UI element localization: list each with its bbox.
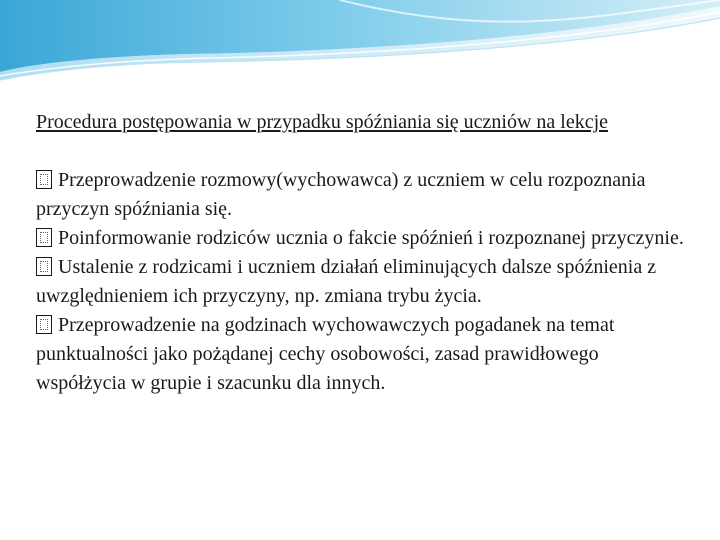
bullet-item [36,166,686,224]
missing-glyph-box-icon [36,228,52,247]
missing-glyph-box-icon [36,170,52,189]
bullet-list [36,166,686,398]
missing-glyph-box-icon [36,315,52,334]
bullet-item [36,253,686,311]
bullet-item [36,311,686,398]
bullet-text: Poinformowanie rodziców ucznia o fakcie spóźnień i rozpoznanej przyczynie. [58,227,684,249]
slide-content [36,108,686,398]
bullet-item [36,224,686,253]
bullet-text: Przeprowadzenie na godzinach wychowawczych pogadanek na temat punktualności jako pożądanej cechy osobowości, zasad prawidłowego współżycia w grupie i szacunku dla innych. [36,314,615,394]
header-wave-decoration [0,0,720,90]
bullet-text: Ustalenie z rodzicami i uczniem działań eliminujących dalsze spóźnienia z uwzględnieniem ich przyczyny, np. zmiana trybu życia. [36,256,657,307]
missing-glyph-box-icon [36,257,52,276]
slide-title: Procedura postępowania w przypadku spóźniania się uczniów na lekcje [36,111,609,133]
bullet-text: Przeprowadzenie rozmowy(wychowawca) z uczniem w celu rozpoznania przyczyn spóźniania się. [36,169,646,220]
